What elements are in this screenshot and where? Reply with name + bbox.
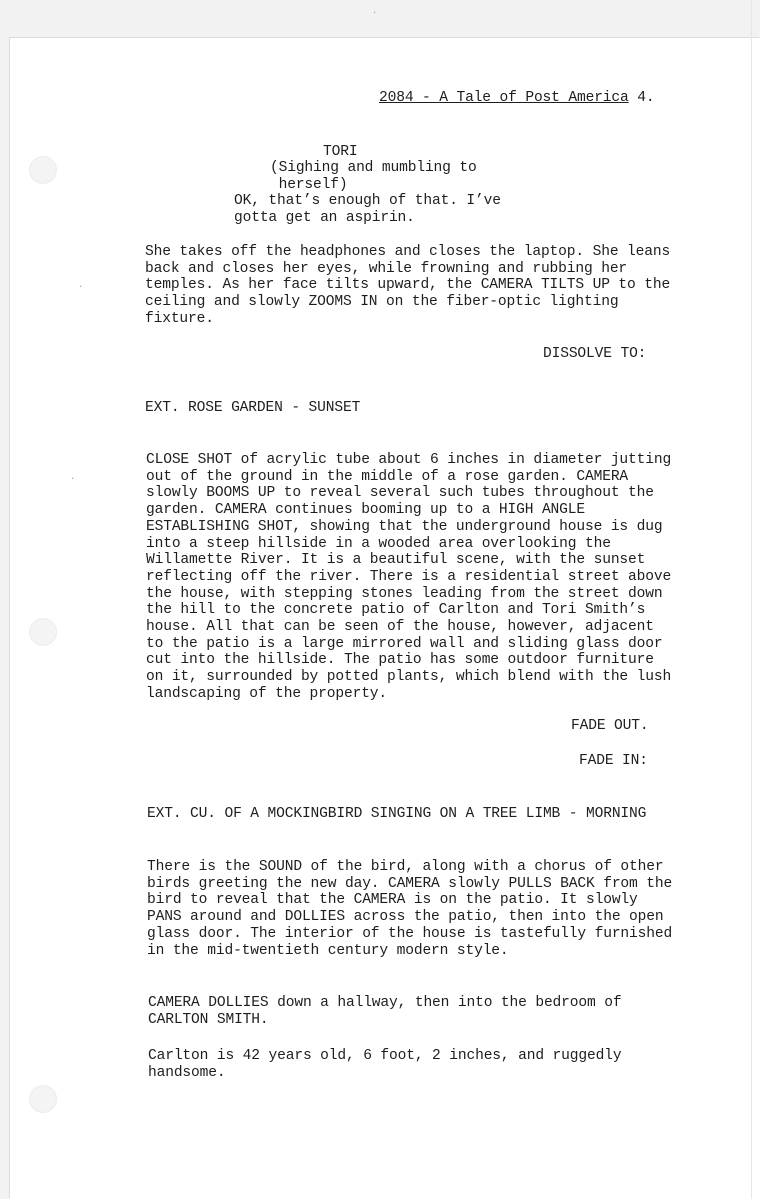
action-line: CAMERA DOLLIES down a hallway, then into the bedroom of bbox=[148, 995, 622, 1011]
action-line: to the patio is a large mirrored wall and sliding glass door bbox=[146, 635, 663, 652]
page-header bbox=[379, 90, 654, 107]
action-paragraph-3 bbox=[147, 859, 672, 959]
parenthetical-line: herself) bbox=[270, 176, 348, 193]
paper-speck: · bbox=[372, 8, 378, 18]
action-line: out of the ground in the middle of a rose garden. CAMERA bbox=[146, 468, 629, 485]
action-line: back and closes her eyes, while frowning and rubbing her bbox=[145, 260, 628, 277]
transition-dissolve: DISSOLVE TO: bbox=[543, 346, 647, 362]
action-line: birds greeting the new day. CAMERA slowly PULLS BACK from the bbox=[147, 875, 673, 892]
script-title: 2084 - A Tale of Post America bbox=[379, 90, 629, 106]
page-number: 4. bbox=[637, 90, 655, 106]
action-line: glass door. The interior of the house is tastefully furnished bbox=[147, 925, 673, 942]
dialogue-line: OK, that’s enough of that. I’ve bbox=[234, 193, 501, 209]
action-paragraph-4 bbox=[148, 995, 621, 1028]
binder-hole-top bbox=[29, 156, 57, 184]
paper-speck: · bbox=[70, 474, 76, 484]
paper-speck: · bbox=[78, 282, 84, 292]
action-line: garden. CAMERA continues booming up to a HIGH ANGLE bbox=[146, 502, 585, 519]
action-line: There is the SOUND of the bird, along with a chorus of other bbox=[147, 859, 664, 875]
binder-hole-bottom bbox=[29, 1085, 57, 1113]
dialogue-line: gotta get an aspirin. bbox=[234, 209, 415, 226]
action-line: CARLTON SMITH. bbox=[148, 1011, 269, 1028]
action-line: bird to reveal that the CAMERA is on the patio. It slowly bbox=[147, 892, 638, 909]
action-line: cut into the hillside. The patio has some outdoor furniture bbox=[146, 652, 654, 669]
action-line: Carlton is 42 years old, 6 foot, 2 inches, and ruggedly bbox=[148, 1048, 622, 1064]
action-line: Willamette River. It is a beautiful scene, with the sunset bbox=[146, 552, 646, 569]
action-line: handsome. bbox=[148, 1064, 226, 1081]
action-line: CLOSE SHOT of acrylic tube about 6 inches in diameter jutting bbox=[146, 452, 672, 468]
scene-heading-mockingbird: EXT. CU. OF A MOCKINGBIRD SINGING ON A TREE LIMB - MORNING bbox=[147, 806, 647, 822]
action-line: temples. As her face tilts upward, the CAMERA TILTS UP to the bbox=[145, 277, 671, 294]
action-line: in the mid-twentieth century modern style. bbox=[147, 942, 509, 959]
action-line: landscaping of the property. bbox=[146, 685, 388, 702]
action-line: the house, with stepping stones leading from the street down bbox=[146, 585, 663, 602]
action-paragraph-1 bbox=[145, 244, 670, 328]
action-line: slowly BOOMS UP to reveal several such tubes throughout the bbox=[146, 485, 654, 502]
dialogue-lines bbox=[234, 193, 501, 226]
action-line: the hill to the concrete patio of Carlton and Tori Smith’s bbox=[146, 602, 646, 619]
page-edge bbox=[751, 0, 752, 1199]
action-line: house. All that can be seen of the house, however, adjacent bbox=[146, 619, 654, 636]
action-line: ESTABLISHING SHOT, showing that the underground house is dug bbox=[146, 518, 663, 535]
binder-hole-middle bbox=[29, 618, 57, 646]
action-line: reflecting off the river. There is a residential street above bbox=[146, 568, 672, 585]
transition-fade-out: FADE OUT. bbox=[571, 718, 649, 734]
action-line: PANS around and DOLLIES across the patio, then into the open bbox=[147, 909, 664, 926]
action-line: into a steep hillside in a wooded area overlooking the bbox=[146, 535, 611, 552]
character-name: TORI bbox=[323, 144, 358, 160]
transition-fade-in: FADE IN: bbox=[579, 753, 648, 769]
action-line: fixture. bbox=[145, 310, 214, 327]
action-line: ceiling and slowly ZOOMS IN on the fiber-optic lighting bbox=[145, 294, 619, 311]
scene-heading-rose-garden: EXT. ROSE GARDEN - SUNSET bbox=[145, 400, 361, 416]
action-line: on it, surrounded by potted plants, which blend with the lush bbox=[146, 669, 672, 686]
action-line: She takes off the headphones and closes the laptop. She leans bbox=[145, 244, 671, 260]
parenthetical bbox=[270, 160, 477, 193]
action-paragraph-2 bbox=[146, 452, 671, 703]
action-paragraph-5 bbox=[148, 1048, 621, 1081]
parenthetical-line: (Sighing and mumbling to bbox=[270, 160, 477, 176]
